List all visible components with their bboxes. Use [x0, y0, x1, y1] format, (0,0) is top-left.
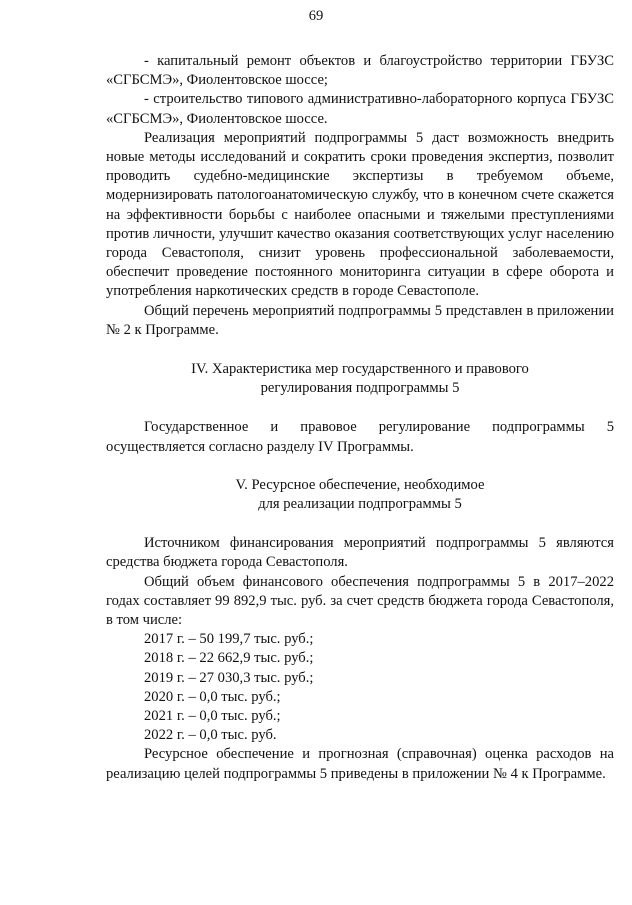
- funding-year-item: 2017 г. – 50 199,7 тыс. руб.;: [144, 631, 314, 648]
- page-number: 69: [308, 8, 324, 24]
- section-5-heading: [106, 476, 614, 514]
- list-item-repair: - капитальный ремонт объектов и благоустройство территории ГБУЗС «СГБСМЭ», Фиолентовское шоссе;: [106, 53, 614, 89]
- paragraph-results: Реализация мероприятий подпрограммы 5 даст возможность внедрить новые методы исследований и сократить сроки проведения экспертиз, позволит проводить судебно-медицинские экспертизы в требуемом объеме, модернизировать патологоанатомическую службу, что в конечном счете скажется на эффективности борьбы с наиболее опасными и тяжелыми преступлениями против личности, улучшит качество оказания соответствующих услуг населению города Севастополя, снизит уровень профессиональной заболеваемости, обеспечит проведение постоянного мониторинга ситуации в сфере оборота и употребления наркотических средств в городе Севастополе.: [106, 129, 614, 300]
- section-5-heading-line1: V. Ресурсное обеспечение, необходимое: [235, 476, 485, 493]
- section-5-heading-line2: для реализации подпрограммы 5: [258, 496, 462, 513]
- section-4-heading-line2: регулирования подпрограммы 5: [260, 380, 460, 397]
- section-5-total-funding: Общий объем финансового обеспечения подпрограммы 5 в 2017–2022 годах составляет 99 892,9 тыс. руб. за счет средств бюджета города Севастополя, в том числе:: [106, 573, 614, 629]
- list-item-construction: - строительство типового административно-лабораторного корпуса ГБУЗС «СГБСМЭ», Фиолентовское шоссе.: [106, 91, 614, 127]
- funding-year-item: 2021 г. – 0,0 тыс. руб.;: [144, 708, 281, 725]
- funding-year-item: 2020 г. – 0,0 тыс. руб.;: [144, 688, 281, 705]
- funding-year-item: 2022 г. – 0,0 тыс. руб.: [144, 727, 277, 744]
- paragraph-activities-list: Общий перечень мероприятий подпрограммы 5 представлен в приложении № 2 к Программе.: [106, 302, 614, 338]
- section-5-funding-source: Источником финансирования мероприятий подпрограммы 5 являются средства бюджета города Севастополя.: [106, 535, 614, 571]
- section-4-heading-line1: IV. Характеристика мер государственного и правового: [191, 361, 529, 378]
- funding-year-item: 2018 г. – 22 662,9 тыс. руб.;: [144, 650, 314, 667]
- funding-year-item: 2019 г. – 27 030,3 тыс. руб.;: [144, 669, 314, 686]
- section-4-text: Государственное и правовое регулирование подпрограммы 5 осуществляется согласно разделу IV Программы.: [106, 419, 614, 455]
- funding-by-year-list: [106, 630, 614, 745]
- section-5-resource-estimate: Ресурсное обеспечение и прогнозная (справочная) оценка расходов на реализацию целей подпрограммы 5 приведены в приложении № 4 к Программе.: [106, 746, 614, 782]
- section-4-heading: [106, 360, 614, 398]
